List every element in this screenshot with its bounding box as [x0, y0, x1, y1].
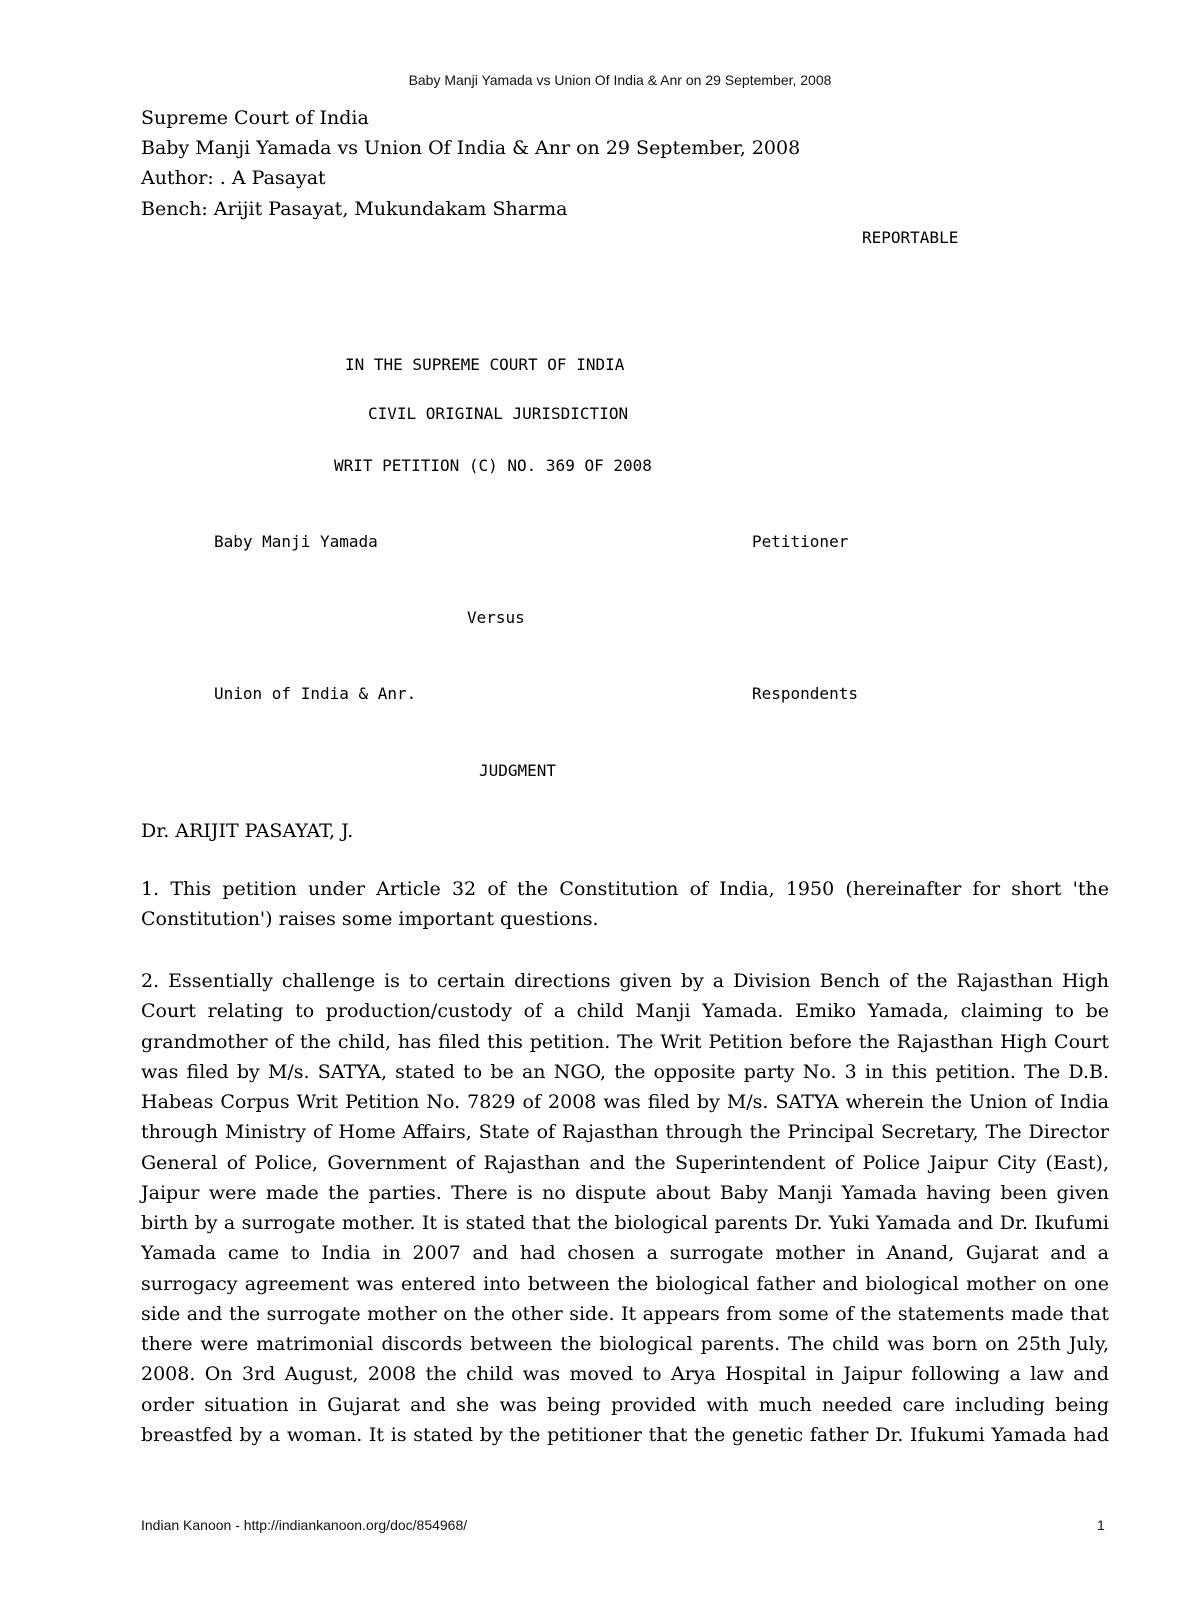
jurisdiction-heading: CIVIL ORIGINAL JURISDICTION: [368, 404, 629, 423]
running-header: Baby Manji Yamada vs Union Of India & Anr on 29 September, 2008: [408, 72, 832, 88]
paragraph-line: through Ministry of Home Affairs, State of Rajasthan through the Principal Secretary, The Director: [141, 1121, 1109, 1144]
paragraph-1: [141, 874, 1109, 935]
paragraph-line: Jaipur were made the parties. There is no dispute about Baby Manji Yamada having been given: [141, 1181, 1109, 1204]
paragraph-line: order situation in Gujarat and she was being provided with much needed care including being: [141, 1393, 1109, 1416]
footer-source-link[interactable]: Indian Kanoon - http://indiankanoon.org/doc/854968/: [141, 1517, 468, 1533]
paragraph-line: was filed by M/s. SATYA, stated to be an NGO, the opposite party No. 3 in this petition. The D.B.: [141, 1060, 1109, 1083]
paragraph-line: breastfed by a woman. It is stated by the petitioner that the genetic father Dr. Ifukumi Yamada had: [141, 1423, 1109, 1446]
bench-line: Bench: Arijit Pasayat, Mukundakam Sharma: [141, 198, 568, 220]
reportable-label: REPORTABLE: [862, 228, 959, 247]
judgment-heading: JUDGMENT: [479, 761, 557, 780]
author-line: Author: . A Pasayat: [141, 167, 326, 189]
paragraph-line: birth by a surrogate mother. It is stated that the biological parents Dr. Yuki Yamada and Dr. Ikufumi: [141, 1212, 1109, 1234]
judge-line: Dr. ARIJIT PASAYAT, J.: [141, 820, 354, 842]
paragraph-line: surrogacy agreement was entered into between the biological father and biological mother on one: [141, 1272, 1109, 1295]
page-number: 1: [1097, 1517, 1105, 1533]
paragraph-line: side and the surrogate mother on the other side. It appears from some of the statements made that: [141, 1302, 1109, 1325]
paragraph-line: 1. This petition under Article 32 of the Constitution of India, 1950 (hereinafter for short 'the: [141, 878, 1109, 900]
respondent-role: Respondents: [752, 684, 858, 703]
paragraph-line: Yamada came to India in 2007 and had chosen a surrogate mother in Anand, Gujarat and a: [141, 1242, 1109, 1265]
paragraph-line: 2008. On 3rd August, 2008 the child was moved to Arya Hospital in Jaipur following a law and: [141, 1363, 1109, 1386]
paragraph-line: grandmother of the child, has filed this petition. The Writ Petition before the Rajasthan High Court: [141, 1030, 1109, 1053]
petitioner-name: Baby Manji Yamada: [214, 532, 378, 551]
paragraph-line: Habeas Corpus Writ Petition No. 7829 of 2008 was filed by M/s. SATYA wherein the Union of India: [141, 1091, 1109, 1113]
petitioner-role: Petitioner: [752, 532, 849, 551]
versus-label: Versus: [467, 608, 525, 627]
case-title: Baby Manji Yamada vs Union Of India & Anr on 29 September, 2008: [141, 137, 801, 159]
paragraph-line: there were matrimonial discords between the biological parents. The child was born on 25th July,: [141, 1333, 1109, 1355]
court-name: Supreme Court of India: [141, 107, 369, 129]
paragraph-line: General of Police, Government of Rajasthan and the Superintendent of Police Jaipur City (East),: [141, 1151, 1109, 1174]
respondent-name: Union of India & Anr.: [214, 684, 417, 703]
paragraph-line: Court relating to production/custody of a child Manji Yamada. Emiko Yamada, claiming to be: [141, 1000, 1109, 1023]
paragraph-2: [141, 966, 1109, 1450]
paragraph-line: Constitution') raises some important questions.: [141, 908, 599, 931]
petition-number: WRIT PETITION (C) NO. 369 OF 2008: [334, 456, 652, 475]
paragraph-line: 2. Essentially challenge is to certain directions given by a Division Bench of the Rajasthan High: [141, 970, 1109, 992]
court-heading: IN THE SUPREME COURT OF INDIA: [345, 355, 625, 374]
